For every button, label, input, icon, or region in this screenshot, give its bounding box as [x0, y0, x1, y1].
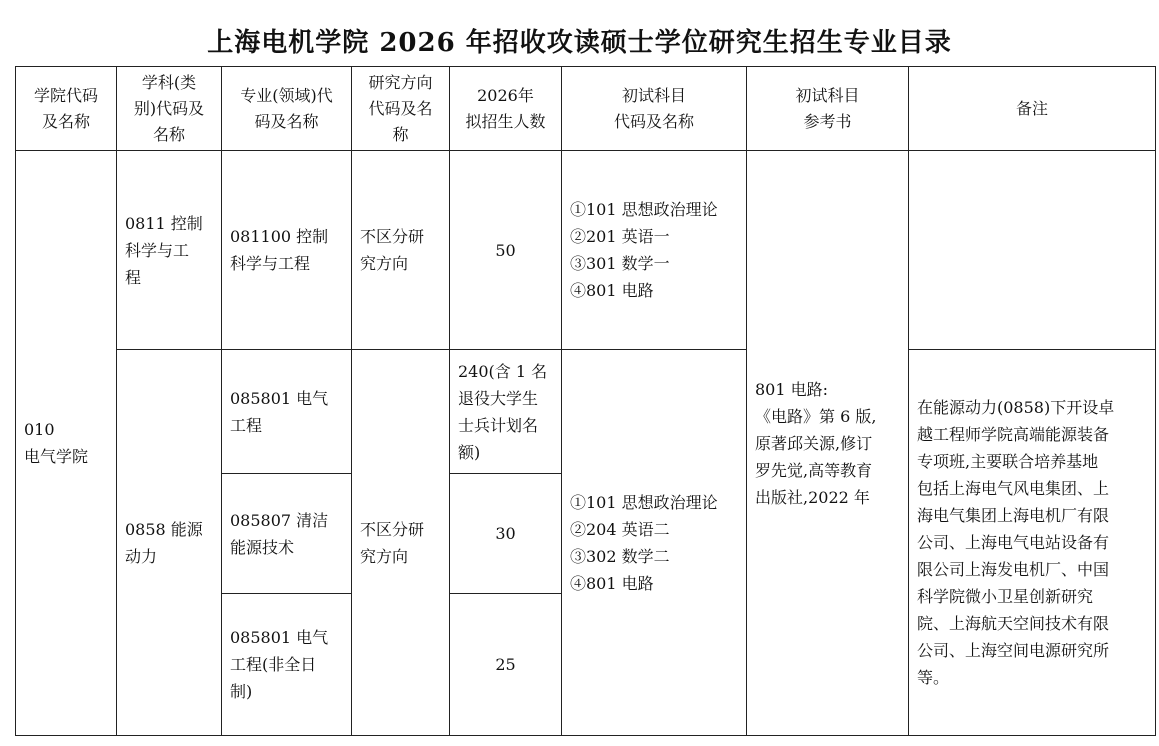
major-cell: 081100 控制 科学与工程 [222, 151, 352, 350]
enrollment-cell: 240(含 1 名 退役大学生 士兵计划名 额) [450, 350, 562, 474]
discipline-cell: 0858 能源 动力 [117, 350, 222, 736]
table-row [16, 350, 1156, 474]
header-major: 专业(领域)代 码及名称 [222, 67, 352, 151]
direction-cell: 不区分研 究方向 [352, 151, 450, 350]
enrollment-cell: 50 [450, 151, 562, 350]
major-cell: 085801 电气 工程(非全日 制) [222, 594, 352, 736]
direction-cell: 不区分研 究方向 [352, 350, 450, 736]
major-cell: 085801 电气 工程 [222, 350, 352, 474]
discipline-cell: 0811 控制 科学与工 程 [117, 151, 222, 350]
header-reference-books: 初试科目 参考书 [747, 67, 909, 151]
remark-empty-cell [909, 151, 1156, 350]
enrollment-catalog-table [15, 66, 1156, 736]
exam-subjects-cell: ①101 思想政治理论 ②204 英语二 ③302 数学二 ④801 电路 [562, 350, 747, 736]
header-college: 学院代码 及名称 [16, 67, 117, 151]
header-row [16, 67, 1156, 151]
page-title: 上海电机学院 2026 年招收攻读硕士学位研究生招生专业目录 [207, 28, 952, 58]
reference-book-cell: 801 电路: 《电路》第 6 版, 原著邱关源,修订 罗先觉,高等教育 出版社,2022 年 [747, 151, 909, 736]
remark-cell: 在能源动力(0858)下开设卓 越工程师学院高端能源装备 专项班,主要联合培养基地 包括上海电气风电集团、上 海电气集团上海电机厂有限 公司、上海电气电站设备有 限公司上海发电机厂、中国 科学院微小卫星创新研究 院、上海航天空间技术有限 公司、上海空间电源研究所 等。 [909, 350, 1156, 736]
header-exam-subjects: 初试科目 代码及名称 [562, 67, 747, 151]
enrollment-cell: 25 [450, 594, 562, 736]
enrollment-cell: 30 [450, 474, 562, 594]
table-row [16, 151, 1156, 350]
header-enrollment: 2026年 拟招生人数 [450, 67, 562, 151]
college-cell: 010 电气学院 [16, 151, 117, 736]
major-cell: 085807 清洁 能源技术 [222, 474, 352, 594]
header-remarks: 备注 [909, 67, 1156, 151]
header-discipline: 学科(类 别)代码及 名称 [117, 67, 222, 151]
exam-subjects-cell: ①101 思想政治理论 ②201 英语一 ③301 数学一 ④801 电路 [562, 151, 747, 350]
header-direction: 研究方向 代码及名 称 [352, 67, 450, 151]
